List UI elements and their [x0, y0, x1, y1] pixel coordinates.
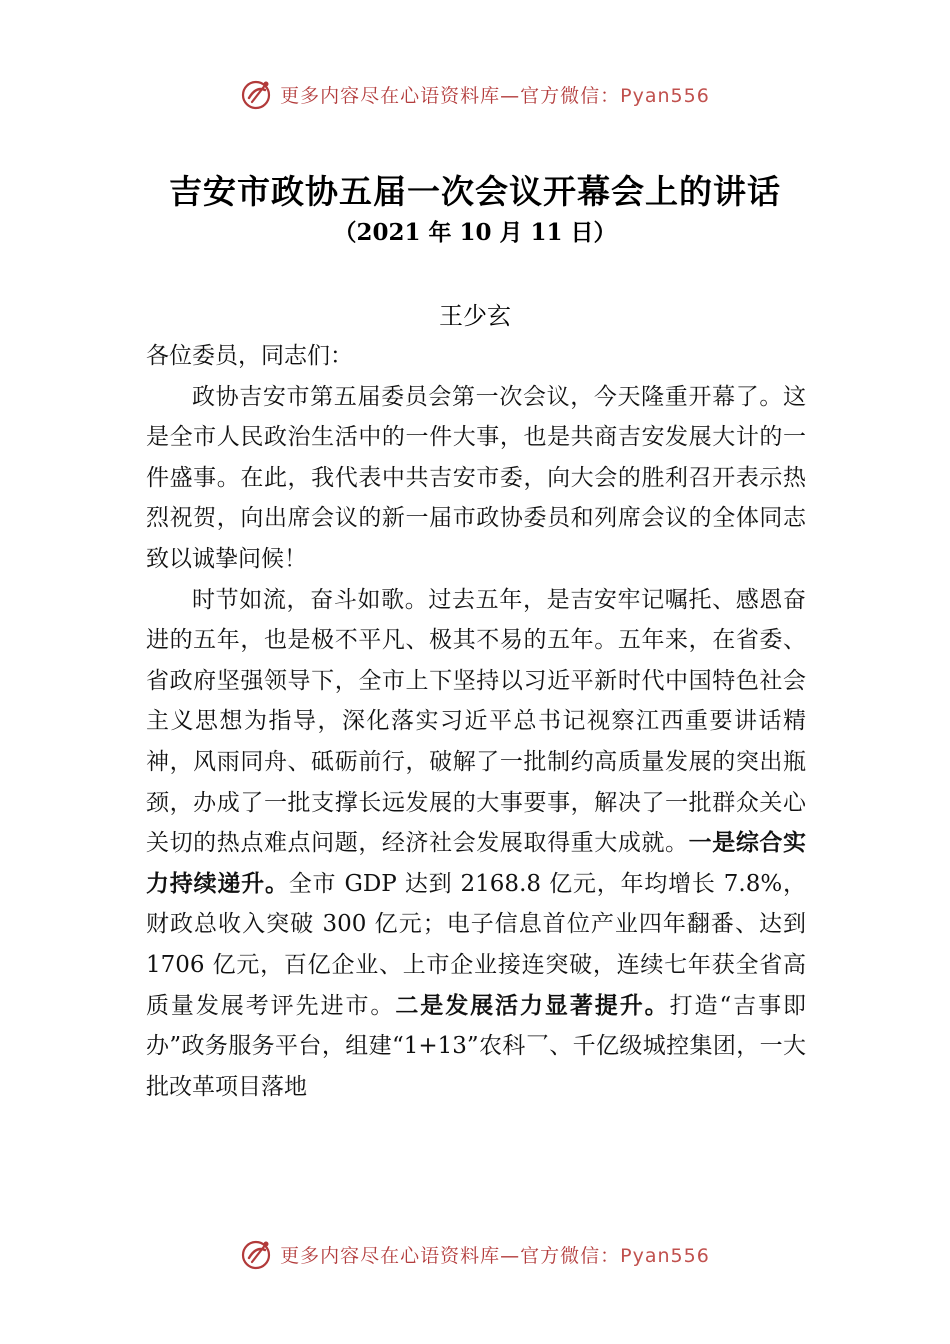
- paragraph-2: [146, 580, 806, 1108]
- brand-logo-icon: [240, 1237, 274, 1271]
- highlight-point-2: 二是发展活力显著提升。: [395, 991, 670, 1019]
- watermark-text: 更多内容尽在心语资料库—官方微信：Pyan556: [280, 1244, 710, 1267]
- paragraph-2-detail-2: 打造“吉事即办”政务服务平台，组建“1+13”农科: [146, 992, 807, 1060]
- garbled-glyph: ⺂: [525, 1033, 550, 1060]
- salutation: 各位委员，同志们：: [146, 343, 353, 369]
- watermark-text: 更多内容尽在心语资料库—官方微信：Pyan556: [280, 84, 710, 107]
- highlight-point-1: 一是综合实力持续递升。: [146, 829, 807, 897]
- paragraph-2-intro: 时节如流，奋斗如歌。过去五年，是吉安牢记嘱托、感恩奋进的五年，也是极不平凡、极其不易的五年。五年来，在省委、省政府坚强领导下，全市上下坚持以习近平新时代中国特色社会主义思想为指导，深化落实习近平总书记视察江西重要讲话精神，风雨同舟、砥砺前行，破解了一批制约高质量发展的突出瓶颈，办成了一批支撑长远发展的大事要事，解决了一批群众关心关切的热点难点问题，经济社会发展取得重大成就。: [146, 586, 806, 857]
- document-date: （2021 年 10 月 11 日）: [333, 219, 617, 246]
- document-author: 王少玄: [439, 302, 511, 330]
- watermark-banner-bottom: [0, 1234, 950, 1274]
- document-title: 吉安市政协五届一次会议开幕会上的讲话: [169, 172, 781, 211]
- brand-logo-icon: [240, 77, 274, 111]
- paragraph-2-detail-3: 、千亿级城控集团，一大批改革项目落地: [146, 1033, 807, 1100]
- document-body: [146, 336, 806, 1107]
- watermark-banner-top: [0, 74, 950, 114]
- paragraph-2-detail-1: 全市 GDP 达到 2168.8 亿元，年均增长 7.8%，财政总收入突破 300 亿元；电子信息首位产业四年翻番、达到 1706 亿元，百亿企业、上市企业接连突破，连续七年获全省高质量发展考评先进市。: [146, 870, 806, 1019]
- paragraph-1: 政协吉安市第五届委员会第一次会议，今天隆重开幕了。这是全市人民政治生活中的一件大事，也是共商吉安发展大计的一件盛事。在此，我代表中共吉安市委，向大会的胜利召开表示热烈祝贺，向出席会议的新一届市政协委员和列席会议的全体同志致以诚挚问候！: [146, 383, 806, 572]
